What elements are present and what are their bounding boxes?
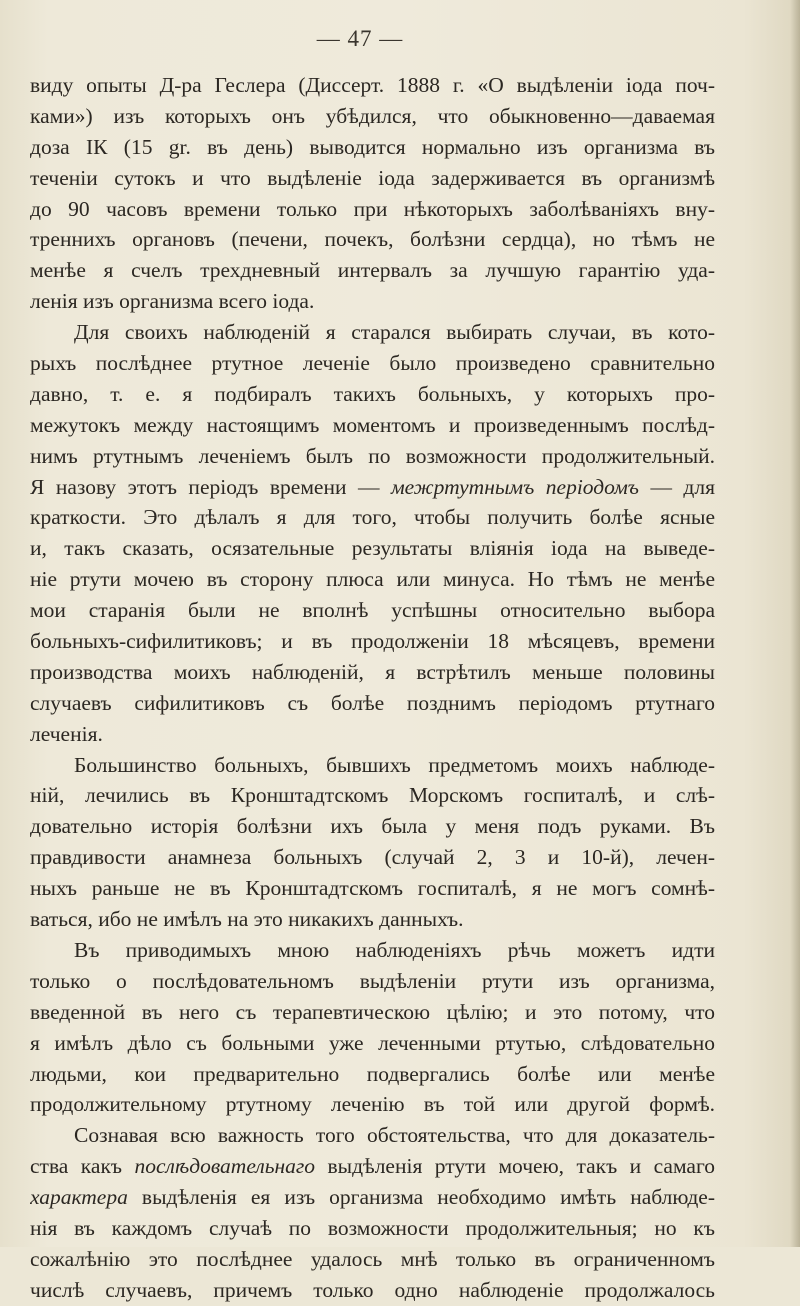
text-line-body: ства какъ bbox=[30, 1154, 135, 1179]
text-line-body: числѣ случаевъ, причемъ только одно наблюденіе продолжалось bbox=[30, 1277, 715, 1302]
text-line-body: менѣе я счелъ трехдневный интервалъ за лучшую гарантію уда- bbox=[30, 258, 715, 283]
text-line-body: нія въ каждомъ случаѣ по возможности продолжительныя; но къ bbox=[30, 1215, 715, 1240]
text-line-body: производства моихъ наблюденій, я встрѣтилъ меньше половины bbox=[30, 659, 715, 684]
text-line-body: давно, т. е. я подбиралъ такихъ больныхъ, у которыхъ про- bbox=[30, 381, 715, 406]
text-line-body: только о послѣдовательномъ выдѣленіи ртути изъ организма, bbox=[30, 968, 715, 993]
text-line-body: ками») изъ которыхъ онъ убѣдился, что обыкновенно—даваемая bbox=[30, 103, 715, 128]
emphasized-term: межртутнымъ періодомъ bbox=[390, 474, 639, 499]
text-line bbox=[30, 750, 715, 781]
text-line-body: продолжительному ртутному леченію въ той или другой формѣ. bbox=[30, 1092, 715, 1117]
text-line-body: мои старанія были не вполнѣ успѣшны относительно выбора bbox=[30, 598, 715, 623]
text-line bbox=[30, 626, 715, 657]
text-line bbox=[30, 194, 715, 225]
text-line bbox=[30, 595, 715, 626]
text-line-body: леченія. bbox=[30, 721, 103, 746]
text-line bbox=[30, 873, 715, 904]
text-line-body: и, такъ сказать, осязательные результаты вліянія іода на выведе- bbox=[30, 536, 715, 561]
text-line-tail: — для bbox=[638, 474, 715, 499]
text-line bbox=[30, 441, 715, 472]
text-line bbox=[30, 348, 715, 379]
page-number: — 47 — bbox=[316, 26, 404, 51]
text-line-body: ніе ртути мочею въ сторону плюса или минуса. Но тѣмъ не менѣе bbox=[30, 567, 715, 592]
text-line-body: треннихъ органовъ (печени, почекъ, болѣзни сердца), но тѣмъ не bbox=[30, 227, 715, 252]
text-line bbox=[30, 935, 715, 966]
text-line-body: Въ приводимыхъ мною наблюденіяхъ рѣчь можетъ идти bbox=[74, 937, 715, 962]
text-line bbox=[30, 966, 715, 997]
text-line bbox=[30, 811, 715, 842]
text-line-tail: выдѣленія ртути мочею, такъ и самаго bbox=[315, 1154, 715, 1179]
text-line bbox=[30, 379, 715, 410]
text-line-body: сожалѣнію это послѣднее удалось мнѣ только въ ограниченномъ bbox=[30, 1246, 715, 1271]
text-line bbox=[30, 533, 715, 564]
text-line bbox=[30, 1244, 715, 1275]
text-line bbox=[30, 255, 715, 286]
text-line-body: Я назову этотъ періодъ времени — bbox=[30, 474, 391, 499]
text-line bbox=[30, 657, 715, 688]
text-line-body: нимъ ртутнымъ леченіемъ былъ по возможности продолжительный. bbox=[30, 443, 715, 468]
text-line bbox=[30, 1151, 715, 1182]
text-line-body: случаевъ сифилитиковъ съ болѣе позднимъ періодомъ ртутнаго bbox=[30, 690, 715, 715]
text-line bbox=[30, 997, 715, 1028]
text-line bbox=[30, 224, 715, 255]
text-line bbox=[30, 688, 715, 719]
text-line-body: межутокъ между настоящимъ моментомъ и произведеннымъ послѣд- bbox=[30, 412, 715, 437]
text-line bbox=[30, 101, 715, 132]
text-line-body: рыхъ послѣднее ртутное леченіе было произведено сравнительно bbox=[30, 351, 715, 376]
text-line-body: правдивости анамнеза больныхъ (случай 2, 3 и 10-й), лечен- bbox=[30, 845, 715, 870]
text-line-body: я имѣлъ дѣло съ больными уже леченными ртутью, слѣдовательно bbox=[30, 1030, 715, 1055]
text-line-body: больныхъ-сифилитиковъ; и въ продолженіи 18 мѣсяцевъ, времени bbox=[30, 629, 715, 654]
text-line bbox=[30, 502, 715, 533]
text-line-body: виду опыты Д-ра Геслера (Диссерт. 1888 г. «О выдѣленіи іода поч- bbox=[30, 73, 715, 97]
page-edge-shadow bbox=[790, 0, 800, 1247]
text-line bbox=[30, 564, 715, 595]
text-line bbox=[30, 410, 715, 441]
text-line-body: довательно исторія болѣзни ихъ была у меня подъ руками. Въ bbox=[30, 814, 715, 839]
text-line-body: людьми, кои предварительно подвергались болѣе или менѣе bbox=[30, 1061, 715, 1086]
text-line bbox=[30, 70, 715, 101]
text-line-body: введенной въ него съ терапевтическою цѣлію; и это потому, что bbox=[30, 999, 715, 1024]
text-line-body: ній, лечились въ Кронштадтскомъ Морскомъ госпиталѣ, и слѣ- bbox=[30, 783, 715, 808]
text-line-body: ваться, ибо не имѣлъ на это никакихъ данныхъ. bbox=[30, 907, 464, 932]
text-line-body: Для своихъ наблюденій я старался выбирать случаи, въ кото- bbox=[74, 320, 715, 345]
text-line-body: краткости. Это дѣлалъ я для того, чтобы получить болѣе ясные bbox=[30, 505, 715, 530]
text-line-body: Сознавая всю важность того обстоятельства, что для доказатель- bbox=[74, 1123, 715, 1148]
text-line bbox=[30, 286, 715, 317]
text-line-body: доза IК (15 gr. въ день) выводится нормально изъ организма въ bbox=[30, 134, 715, 159]
emphasized-term: характера bbox=[30, 1185, 128, 1210]
text-line bbox=[30, 1120, 715, 1151]
text-line bbox=[30, 317, 715, 348]
text-line bbox=[30, 1213, 715, 1244]
text-line bbox=[30, 1089, 715, 1120]
text-line bbox=[30, 780, 715, 811]
text-line bbox=[30, 904, 715, 935]
body-text bbox=[30, 70, 715, 1306]
text-line bbox=[30, 842, 715, 873]
text-line-body: ныхъ раньше не въ Кронштадтскомъ госпиталѣ, я не могъ сомнѣ- bbox=[30, 876, 715, 901]
text-line-body: Большинство больныхъ, бывшихъ предметомъ моихъ наблюде- bbox=[74, 752, 715, 777]
text-line bbox=[30, 163, 715, 194]
text-line-body: теченіи сутокъ и что выдѣленіе іода задерживается въ организмѣ bbox=[30, 165, 715, 190]
text-line-body: ленія изъ организма всего іода. bbox=[30, 289, 315, 314]
text-line bbox=[30, 1275, 715, 1306]
text-line-body: до 90 часовъ времени только при нѣкоторыхъ заболѣваніяхъ вну- bbox=[30, 196, 715, 221]
text-line-tail: выдѣленія ея изъ организма необходимо имѣть наблюде- bbox=[127, 1185, 715, 1210]
text-line bbox=[30, 1028, 715, 1059]
text-line bbox=[30, 1182, 715, 1213]
text-line bbox=[30, 1059, 715, 1090]
text-line bbox=[30, 719, 715, 750]
emphasized-term: послѣдовательнаго bbox=[134, 1154, 316, 1179]
text-line bbox=[30, 472, 715, 503]
text-line bbox=[30, 132, 715, 163]
